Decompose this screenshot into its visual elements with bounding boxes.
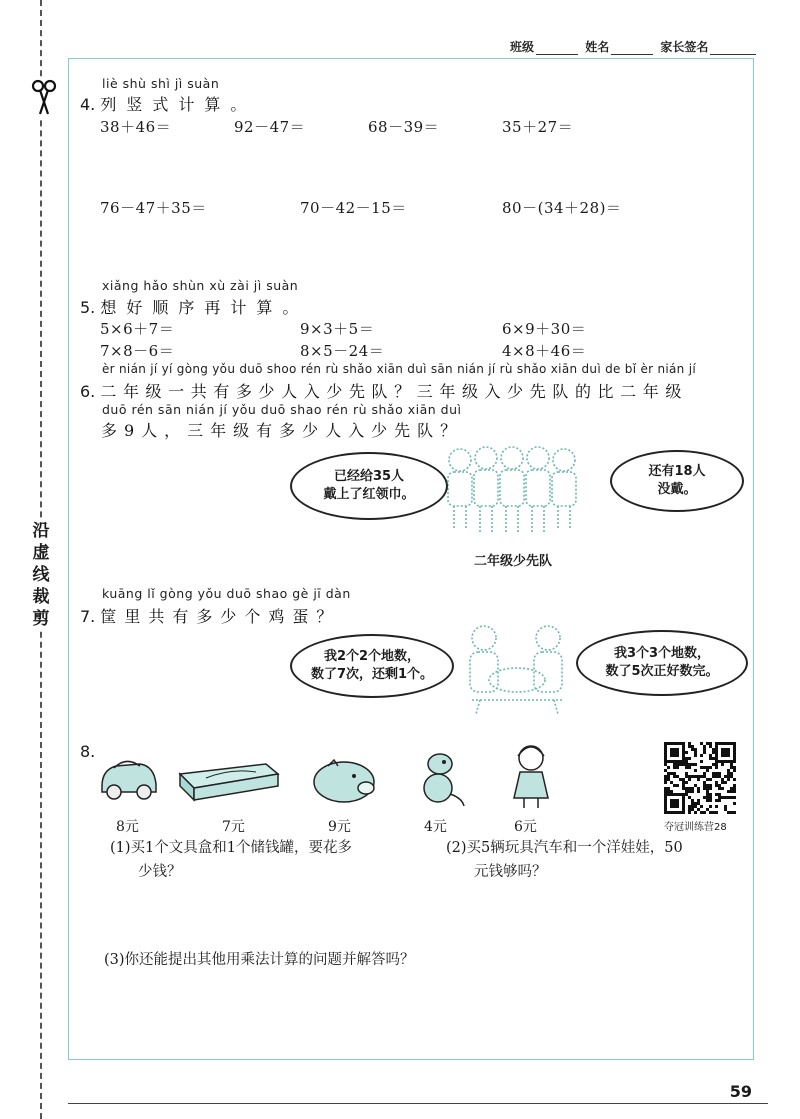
q5-number: 5. (80, 298, 96, 317)
q6-line-1 (80, 379, 688, 402)
name-blank[interactable] (611, 42, 653, 55)
footer-rule (68, 1103, 768, 1104)
q5-pinyin: xiǎng hǎo shùn xù zài jì suàn (102, 278, 299, 293)
q4-expr-3: 68－39＝ (368, 118, 440, 136)
piggy-bank-icon (306, 758, 384, 806)
q6-text-2: 多9人，三年级有多少人入少先队？ (101, 421, 464, 440)
q7-heading (80, 604, 340, 627)
q5-expr-3: 6×9＋30＝ (502, 320, 587, 338)
bubble-line: 我3个3个地数， (613, 646, 711, 661)
cut-char: 线 (32, 565, 50, 585)
young-pioneers-illustration (436, 440, 594, 540)
cut-char: 虚 (32, 543, 50, 563)
bubble-line: 戴上了红领巾。 (323, 487, 415, 502)
q5-expr-5: 8×5－24＝ (300, 342, 385, 360)
q7-title: 筐里共有多少个鸡蛋？ (100, 607, 341, 626)
price-toy-dinosaur: 4元 (424, 819, 447, 835)
price-piggy-bank: 9元 (328, 819, 351, 835)
children-counting-eggs-illustration (462, 622, 572, 714)
q4-expr-5: 76－47＋35＝ (100, 199, 207, 217)
class-label: 班级 (510, 40, 535, 54)
q4-expr-7: 80－(34＋28)＝ (502, 199, 622, 217)
bubble-line: 还有18人 (648, 464, 706, 479)
qr-code-label: 夺冠训练营28 (664, 822, 727, 833)
price-doll: 6元 (514, 819, 537, 835)
q4-expr-2: 92－47＝ (234, 118, 306, 136)
doll-icon (508, 742, 554, 810)
q8-number: 8. (80, 742, 96, 761)
toy-dinosaur-icon (414, 750, 468, 808)
q7-number: 7. (80, 607, 96, 626)
q6-speech-bubble-left (290, 452, 448, 520)
bubble-line: 已经给35人 (333, 469, 405, 484)
q7-speech-bubble-right (576, 630, 748, 696)
q5-expr-2: 9×3＋5＝ (300, 320, 375, 338)
bubble-line: 数了7次，还剩1个。 (310, 667, 434, 682)
price-toy-car: 8元 (116, 819, 139, 835)
q6-text-1: 二年级一共有多少人入少先队？三年级入少先队的比二年级 (100, 382, 688, 401)
q5-heading (80, 295, 308, 318)
q5-title: 想好顺序再计算。 (100, 298, 309, 317)
qr-code-icon[interactable] (664, 742, 736, 814)
q5-expr-1: 5×6＋7＝ (100, 320, 175, 338)
page-header (510, 38, 759, 55)
q6-caption: 二年级少先队 (474, 554, 553, 569)
q4-expr-6: 70－42－15＝ (300, 199, 407, 217)
page-number: 59 (729, 1082, 752, 1101)
q4-heading (80, 92, 256, 115)
q4-number: 4. (80, 95, 96, 114)
cut-along-dashed-line-text (28, 520, 54, 630)
cut-char: 沿 (32, 521, 50, 541)
price-pencil-box: 7元 (222, 819, 245, 835)
bubble-line: 我2个2个地数， (323, 649, 421, 664)
q6-number: 6. (80, 382, 96, 401)
bubble-line: 没戴。 (657, 482, 697, 497)
name-label: 姓名 (585, 40, 610, 54)
toy-car-icon (96, 752, 160, 804)
q7-speech-bubble-left (290, 634, 454, 698)
scissors-icon (30, 78, 58, 118)
q8-sub1-line2: 少钱？ (138, 864, 182, 880)
q8-sub2-line1: (2)买5辆玩具汽车和一个洋娃娃，50 (446, 840, 683, 856)
bubble-line: 数了5次正好数完。 (605, 664, 719, 679)
q6-pinyin-2: duō rén sān nián jí yǒu duō shao rén rù shǎo xiān duì (102, 402, 462, 417)
q6-pinyin-1: èr nián jí yí gòng yǒu duō shoo rén rù shǎo xiān duì sān nián jí rù shǎo xiān duì de bǐ èr nián jí (102, 362, 696, 376)
q4-pinyin: liè shù shì jì suàn (102, 76, 220, 91)
class-blank[interactable] (536, 42, 578, 55)
pencil-box-icon (176, 760, 282, 804)
q8-sub3: (3)你还能提出其他用乘法计算的问题并解答吗？ (104, 952, 415, 968)
q5-expr-6: 4×8＋46＝ (502, 342, 587, 360)
q6-speech-bubble-right (610, 450, 744, 512)
q7-pinyin: kuāng lǐ gòng yǒu duō shao gè jī dàn (102, 586, 351, 601)
q4-expr-4: 35＋27＝ (502, 118, 574, 136)
cut-char: 裁 (32, 587, 50, 607)
parent-sign-label: 家长签名 (660, 40, 709, 54)
q4-expr-1: 38＋46＝ (100, 118, 172, 136)
q8-sub2-line2: 元钱够吗？ (474, 864, 547, 880)
q5-expr-4: 7×8－6＝ (100, 342, 175, 360)
q8-sub1-line1: (1)买1个文具盒和1个储钱罐，要花多 (110, 840, 352, 856)
q4-title: 列竖式计算。 (100, 95, 257, 114)
parent-sign-blank[interactable] (710, 42, 756, 55)
cut-char: 剪 (32, 609, 50, 629)
